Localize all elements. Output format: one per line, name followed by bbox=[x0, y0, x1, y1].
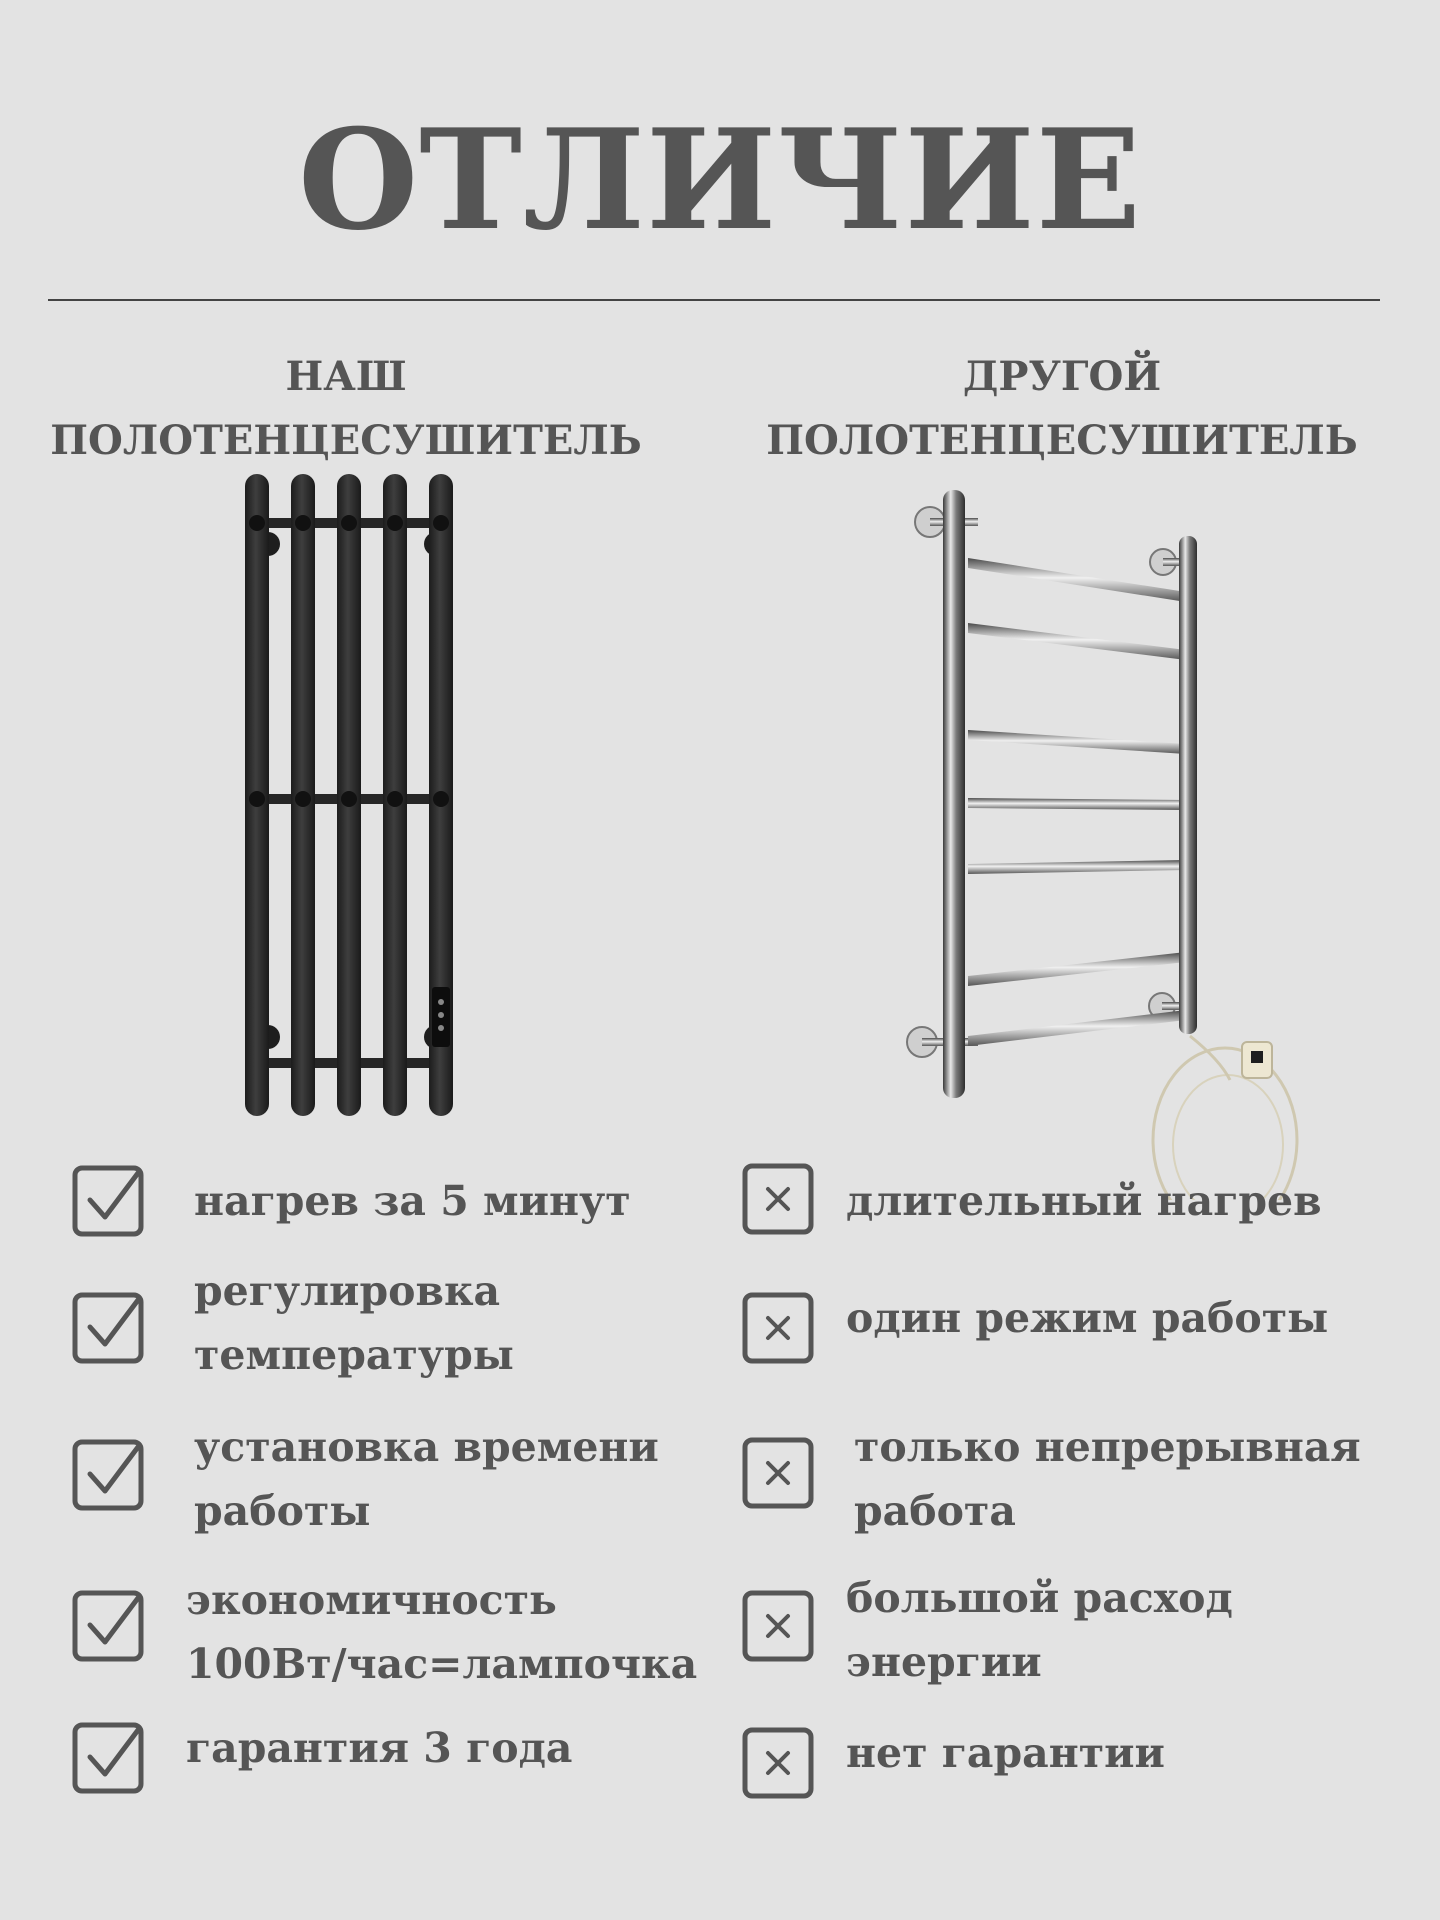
other-feature-3-text-line-1: только непрерывная bbox=[854, 1423, 1361, 1471]
our-heading-line-2: ПОЛОТЕНЦЕСУШИТЕЛЬ bbox=[50, 417, 642, 464]
title-divider bbox=[48, 299, 1380, 301]
check-box-icon bbox=[72, 1590, 146, 1664]
chrome-towel-warmer-illustration bbox=[890, 480, 1310, 1200]
our-feature-3-text-line-2: работы bbox=[194, 1487, 371, 1535]
check-box-icon bbox=[72, 1165, 146, 1239]
our-column-heading bbox=[0, 345, 696, 473]
check-box-icon bbox=[72, 1439, 146, 1513]
black-towel-warmer-illustration bbox=[220, 462, 480, 1122]
check-box-icon bbox=[72, 1722, 146, 1796]
our-towel-warmer-image bbox=[220, 462, 480, 1122]
check-box-icon bbox=[72, 1292, 146, 1366]
our-feature-5-text: гарантия 3 года bbox=[186, 1724, 573, 1772]
our-heading-line-1: НАШ bbox=[285, 353, 407, 400]
other-feature-4-text-line-1: большой расход bbox=[846, 1574, 1233, 1622]
other-towel-warmer-image bbox=[890, 480, 1310, 1200]
other-heading-line-1: ДРУГОЙ bbox=[962, 353, 1162, 400]
our-feature-2-text-line-2: температуры bbox=[194, 1331, 514, 1379]
cross-box-icon bbox=[742, 1292, 816, 1366]
cross-box-icon bbox=[742, 1590, 816, 1664]
cross-box-icon bbox=[742, 1163, 816, 1237]
cross-box-icon bbox=[742, 1437, 816, 1511]
other-heading-line-2: ПОЛОТЕНЦЕСУШИТЕЛЬ bbox=[766, 417, 1358, 464]
our-feature-4-text-line-1: экономичность bbox=[186, 1576, 557, 1624]
page-title: ОТЛИЧИЕ bbox=[298, 98, 1142, 261]
other-feature-3-text-line-2: работа bbox=[854, 1487, 1016, 1535]
other-feature-4-text-line-2: энергии bbox=[846, 1638, 1042, 1686]
other-feature-5-text: нет гарантии bbox=[846, 1729, 1165, 1777]
cross-box-icon bbox=[742, 1727, 816, 1801]
our-feature-2-text-line-1: регулировка bbox=[194, 1267, 501, 1315]
our-feature-1-text: нагрев за 5 минут bbox=[194, 1177, 631, 1225]
other-column-heading bbox=[712, 345, 1412, 473]
other-feature-1-text: длительный нагрев bbox=[846, 1177, 1322, 1225]
other-feature-2-text: один режим работы bbox=[846, 1294, 1329, 1342]
our-feature-4-text-line-2: 100Вт/час=лампочка bbox=[186, 1640, 698, 1688]
our-feature-3-text-line-1: установка времени bbox=[194, 1423, 659, 1471]
